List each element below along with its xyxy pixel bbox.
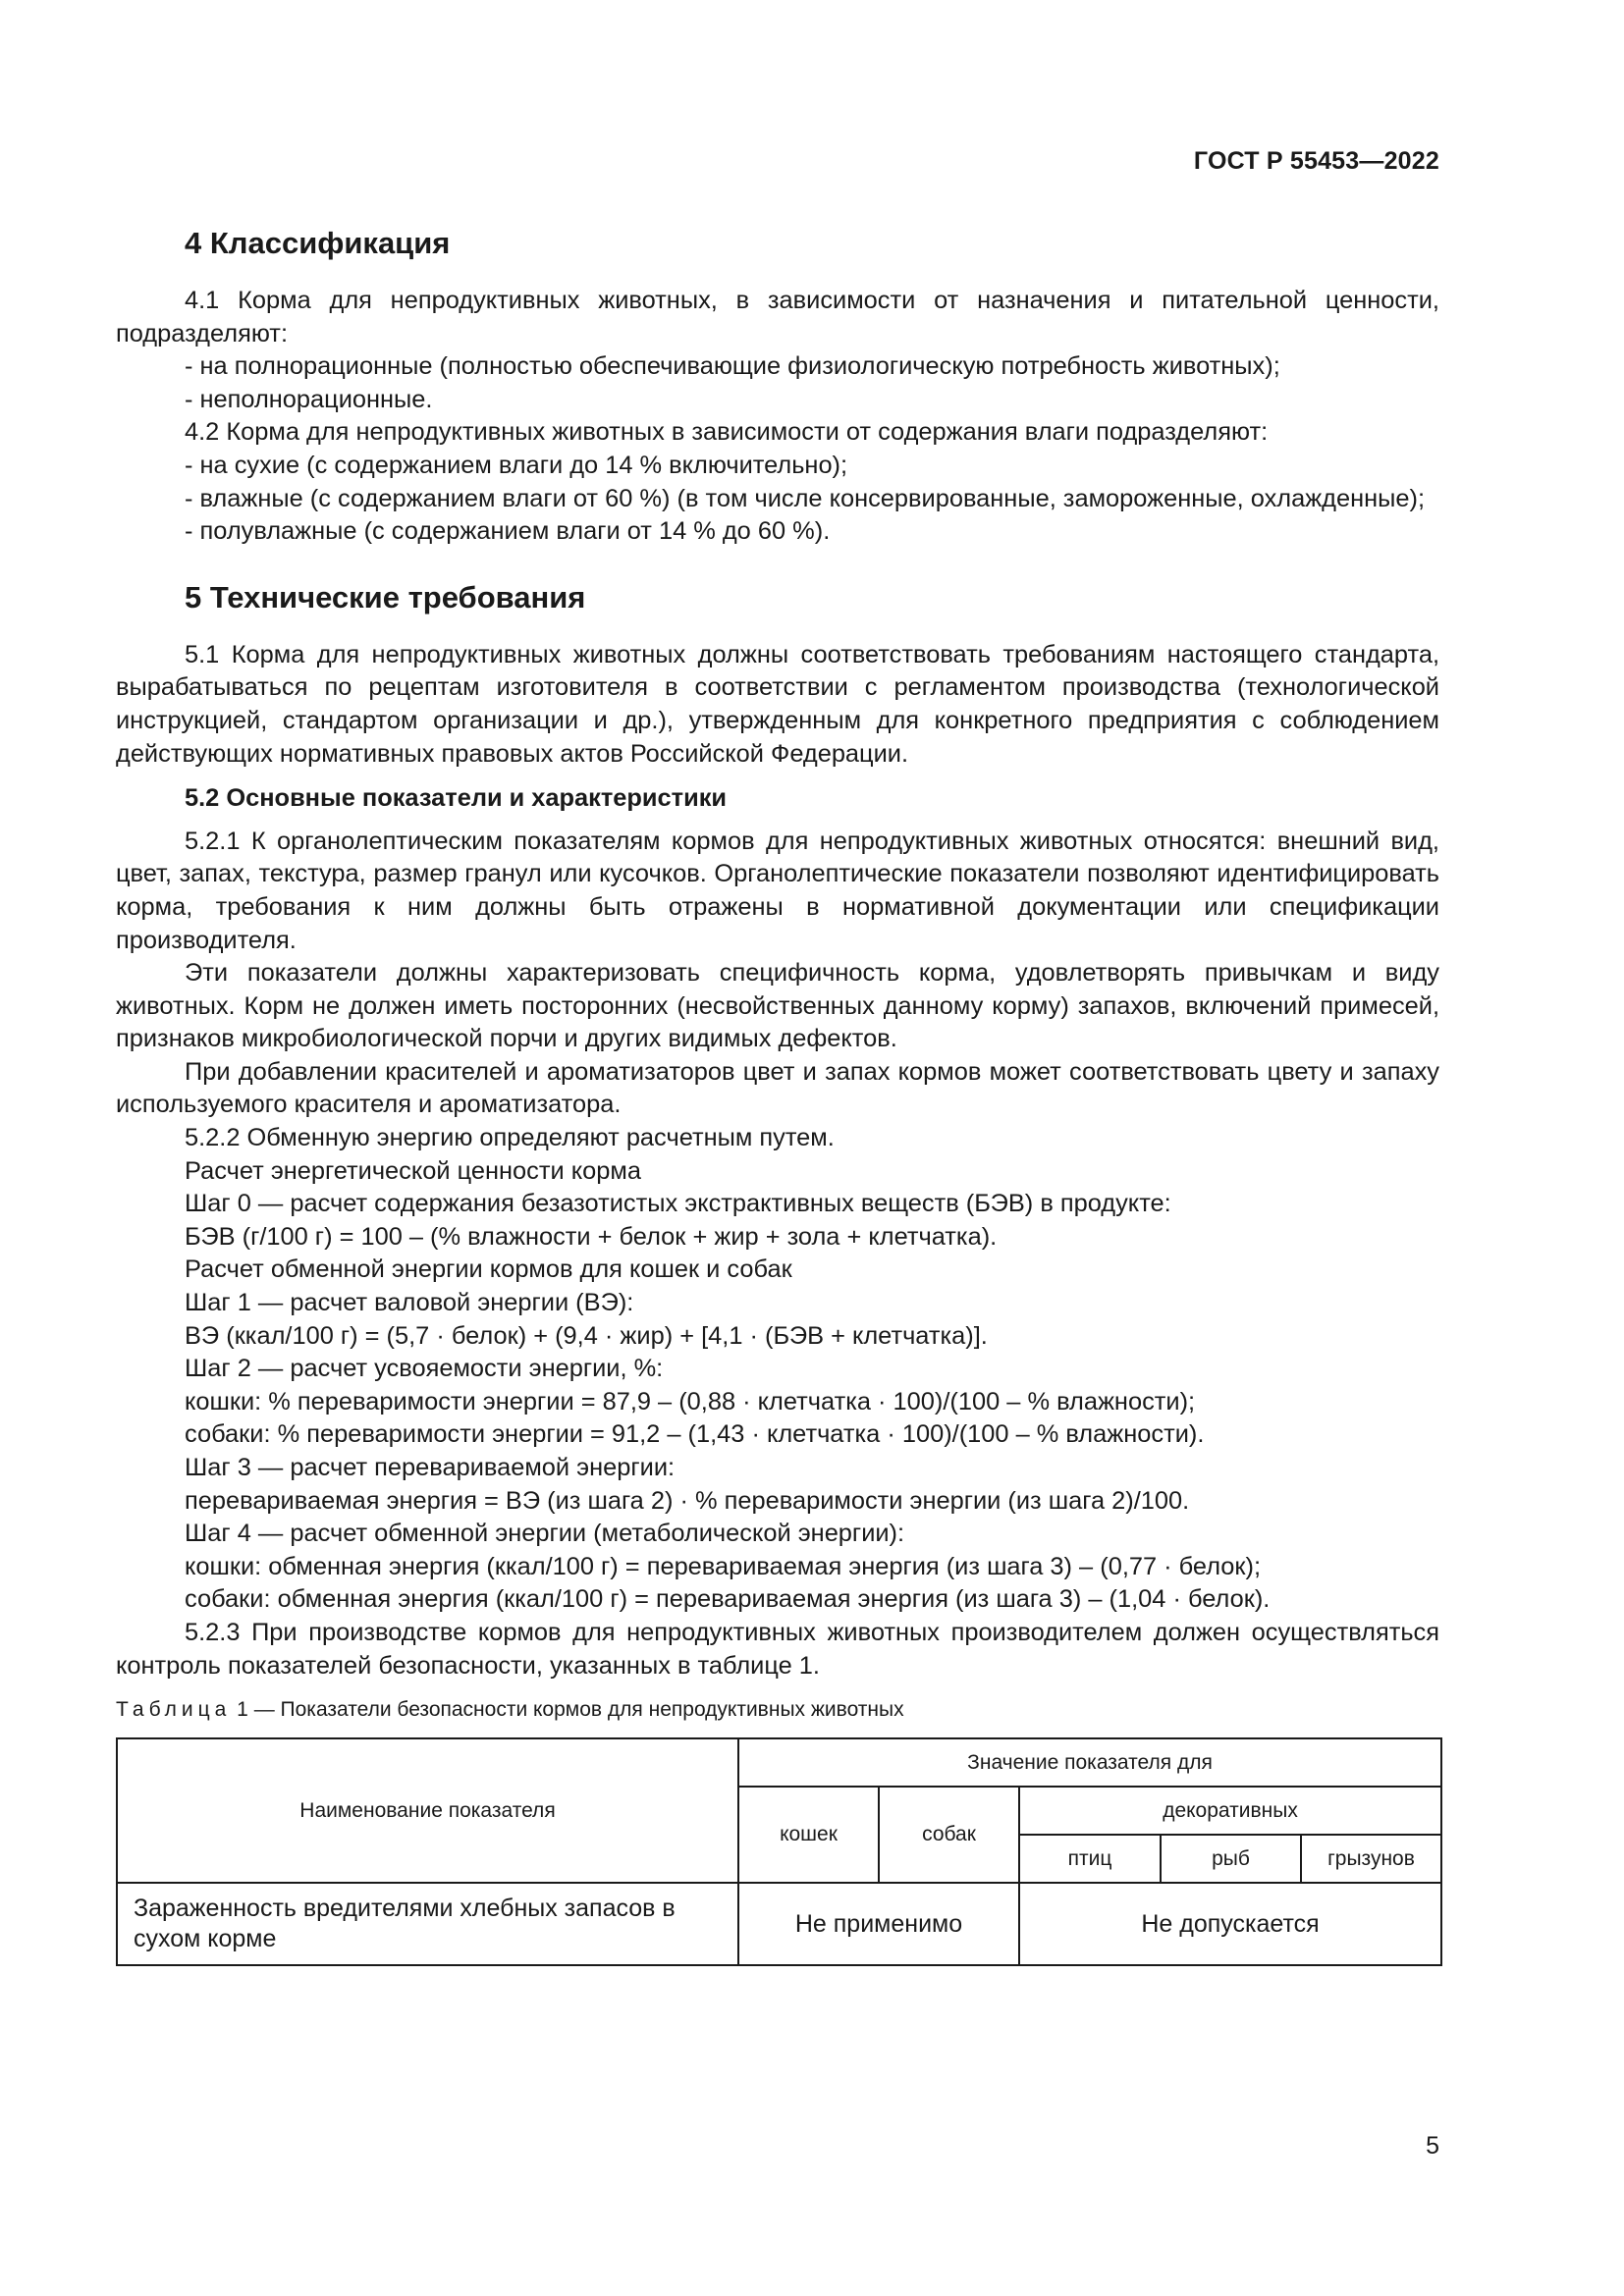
calc-line: собаки: % переваримости энергии = 91,2 – (1,43 · клетчатка · 100)/(100 – % влажности). (185, 1420, 1205, 1449)
calc-line: ВЭ (ккал/100 г) = (5,7 · белок) + (9,4 · жир) + [4,1 · (БЭВ + клетчатка)]. (185, 1321, 988, 1350)
document-code: ГОСТ Р 55453—2022 (1193, 147, 1439, 175)
calc-line: Расчет энергетической ценности корма (185, 1156, 641, 1185)
list-item-incomplete-ration: - неполнорационные. (185, 385, 433, 413)
paragraph-5-2-1: 5.2.1 К органолептическим показателям кормов для непродуктивных животных относятся: внешний вид, цвет, запах, текстура, размер гранул или кусочков. Органолептические показатели позволяют идентифицировать корма, требования к ним должны быть отражены в нормативной документации или спецификации производителя. (116, 827, 1439, 954)
subsection-5-2-heading: 5.2 Основные показатели и характеристики (185, 784, 728, 813)
calc-line: Шаг 4 — расчет обменной энергии (метаболической энергии): (185, 1520, 905, 1548)
table-caption-text: 1 — Показатели безопасности кормов для непродуктивных животных (231, 1698, 904, 1722)
calc-line: кошки: обменная энергия (ккал/100 г) = перевариваемая энергия (из шага 3) – (0,77 · белок); (185, 1552, 1262, 1580)
header-rodents: грызунов (1301, 1835, 1441, 1883)
page-content (116, 224, 1439, 1966)
section-4-heading: 4 Классификация (185, 226, 451, 260)
calc-line: Шаг 1 — расчет валовой энергии (ВЭ): (185, 1289, 634, 1317)
header-birds: птиц (1019, 1835, 1161, 1883)
list-item-dry: - на сухие (с содержанием влаги до 14 % включительно); (185, 451, 848, 479)
header-dogs: собак (879, 1787, 1019, 1883)
list-item-wet: - влажные (с содержанием влаги от 60 %) (в том числе консервированные, замороженные, охлажденные); (185, 484, 1426, 512)
row-value-decorative: Не допускается (1019, 1883, 1441, 1965)
safety-table (116, 1737, 1442, 1966)
row-indicator-name: Зараженность вредителями хлебных запасов в сухом корме (117, 1883, 738, 1965)
row-value-cats-dogs: Не применимо (738, 1883, 1019, 1965)
header-fish: рыб (1161, 1835, 1301, 1883)
calc-line: Шаг 2 — расчет усвояемости энергии, %: (185, 1355, 664, 1383)
calc-line: кошки: % переваримости энергии = 87,9 – (0,88 · клетчатка · 100)/(100 – % влажности); (185, 1387, 1196, 1415)
paragraph-4-1: 4.1 Корма для непродуктивных животных, в зависимости от назначения и питательной ценности, подразделяют: (116, 287, 1439, 347)
header-value-for: Значение показателя для (738, 1738, 1441, 1787)
header-cats: кошек (738, 1787, 879, 1883)
page-number: 5 (1426, 2132, 1439, 2160)
header-indicator-name: Наименование показателя (117, 1738, 738, 1883)
paragraph-5-2-3: 5.2.3 При производстве кормов для непродуктивных животных производителем должен осуществляться контроль показателей безопасности, указанных в таблице 1. (116, 1618, 1439, 1680)
paragraph-colorants: При добавлении красителей и ароматизаторов цвет и запах кормов может соответствовать цвету и запаху используемого красителя и ароматизатора. (116, 1057, 1439, 1119)
calc-line: Расчет обменной энергии кормов для кошек и собак (185, 1255, 792, 1284)
table-row (117, 1883, 1441, 1965)
list-item-full-ration: - на полнорационные (полностью обеспечивающие физиологическую потребность животных); (185, 352, 1280, 381)
paragraph-5-1: 5.1 Корма для непродуктивных животных должны соответствовать требованиям настоящего стандарта, вырабатываться по рецептам изготовителя в соответствии с регламентом производства (технологической инструкцией, стандартом организации и др.), утвержденным для конкретного предприятия с соблюдением действующих нормативных правовых актов Российской Федерации. (116, 640, 1439, 768)
calc-line: 5.2.2 Обменную энергию определяют расчетным путем. (185, 1124, 835, 1152)
section-5-heading: 5 Технические требования (185, 579, 586, 614)
calc-line: Шаг 3 — расчет перевариваемой энергии: (185, 1454, 676, 1481)
paragraph-4-2: 4.2 Корма для непродуктивных животных в зависимости от содержания влаги подразделяют: (185, 418, 1269, 447)
list-item-semi-wet: - полувлажные (с содержанием влаги от 14 % до 60 %). (185, 517, 831, 546)
table-caption (116, 1696, 1439, 1724)
paragraph-specificity: Эти показатели должны характеризовать специфичность корма, удовлетворять привычкам и виду животных. Корм не должен иметь посторонних (несвойственных данному корму) запахов, включений примесей, признаков микробиологической порчи и других видимых дефектов. (116, 959, 1439, 1053)
calc-line: собаки: обменная энергия (ккал/100 г) = перевариваемая энергия (из шага 3) – (1,04 · белок). (185, 1585, 1271, 1614)
header-decorative: декоративных (1019, 1787, 1441, 1835)
calc-line: Шаг 0 — расчет содержания безазотистых экстрактивных веществ (БЭВ) в продукте: (185, 1190, 1171, 1218)
calc-line: БЭВ (г/100 г) = 100 – (% влажности + белок + жир + зола + клетчатка). (185, 1222, 998, 1251)
table-caption-label: Таблица (116, 1698, 232, 1722)
calc-line: перевариваемая энергия = ВЭ (из шага 2) · % переваримости энергии (из шага 2)/100. (185, 1486, 1190, 1515)
